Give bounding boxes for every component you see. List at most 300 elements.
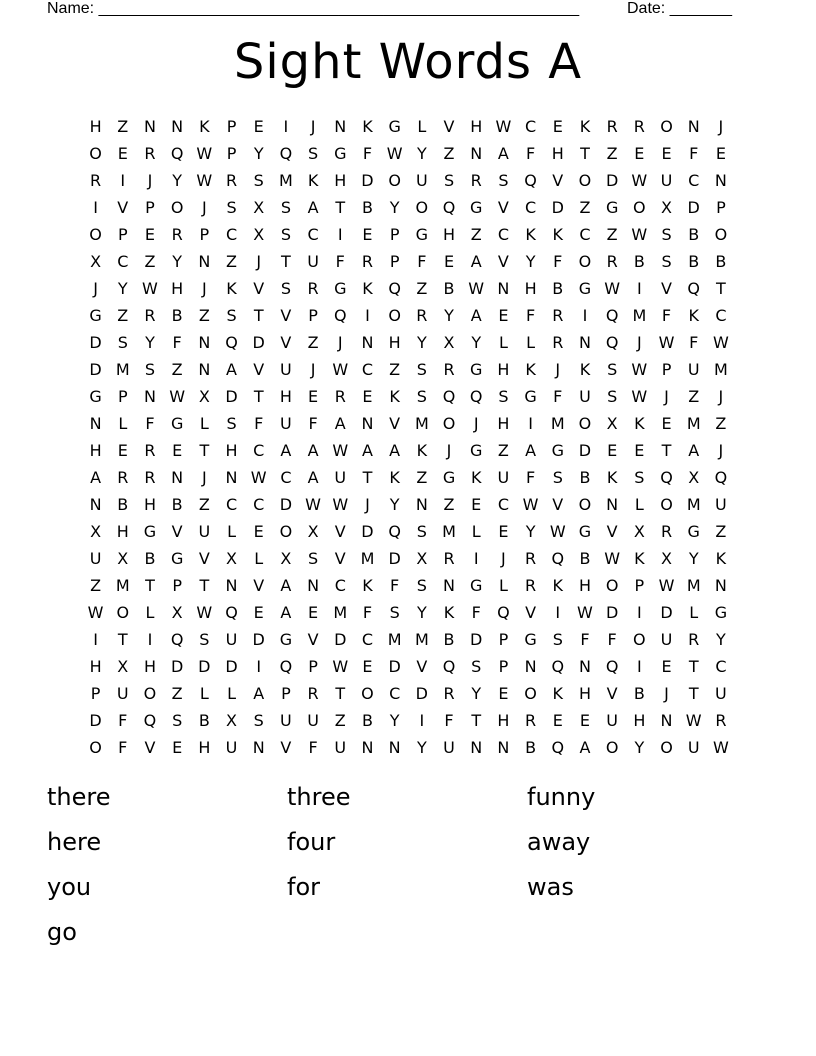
grid-letter: O	[89, 225, 102, 244]
grid-letter: P	[389, 225, 400, 244]
grid-letter: W	[631, 171, 648, 190]
grid-letter: F	[118, 711, 128, 730]
grid-letter: T	[688, 684, 699, 703]
grid-letter: M	[387, 630, 402, 649]
grid-letter: Z	[117, 117, 129, 136]
grid-letter: F	[525, 468, 536, 487]
grid-letter: G	[442, 468, 456, 487]
grid-letter: I	[636, 603, 642, 622]
grid-letter: U	[198, 522, 211, 541]
grid-letter: S	[117, 333, 128, 352]
grid-letter: J	[256, 252, 262, 271]
grid-row	[82, 140, 742, 167]
grid-letter: S	[280, 198, 291, 217]
grid-letter: X	[443, 333, 455, 352]
grid-letter: F	[689, 144, 699, 163]
grid-letter: P	[145, 198, 155, 217]
grid-letter: N	[470, 738, 483, 757]
grid-letter: V	[253, 576, 265, 595]
grid-letter: J	[310, 117, 316, 136]
grid-letter: H	[198, 738, 211, 757]
grid-letter: W	[196, 144, 213, 163]
grid-letter: V	[280, 738, 292, 757]
grid-letter: P	[199, 225, 210, 244]
grid-letter: W	[169, 387, 186, 406]
grid-letter: Z	[171, 360, 183, 379]
grid-letter: N	[388, 738, 401, 757]
grid-letter: O	[279, 522, 293, 541]
grid-letter: F	[172, 333, 182, 352]
grid-letter: T	[145, 576, 155, 595]
grid-letter: Z	[90, 576, 102, 595]
grid-letter: W	[658, 576, 675, 595]
grid-letter: U	[660, 630, 673, 649]
grid-letter: T	[688, 657, 699, 676]
grid-letter: Q	[551, 657, 565, 676]
grid-letter: S	[226, 198, 237, 217]
grid-letter: S	[661, 225, 672, 244]
grid-letter: R	[443, 549, 455, 568]
grid-letter: Y	[389, 495, 400, 514]
grid-letter: T	[117, 630, 128, 649]
grid-letter: F	[254, 414, 264, 433]
grid-letter: J	[718, 117, 724, 136]
grid-letter: F	[525, 306, 536, 325]
grid-letter: C	[253, 495, 265, 514]
grid-letter: M	[115, 576, 130, 595]
grid-letter: D	[89, 360, 102, 379]
grid-letter: A	[470, 252, 482, 271]
grid-letter: Q	[551, 549, 565, 568]
grid-letter: Q	[497, 603, 510, 622]
grid-letter: G	[170, 549, 184, 568]
grid-letter: H	[578, 576, 591, 595]
grid-letter: D	[361, 171, 374, 190]
grid-letter: T	[335, 684, 346, 703]
grid-letter: H	[388, 333, 401, 352]
grid-letter: C	[497, 495, 509, 514]
grid-letter: L	[145, 603, 155, 622]
grid-letter: F	[607, 630, 617, 649]
grid-letter: O	[578, 495, 592, 514]
grid-letter: B	[633, 252, 645, 271]
grid-letter: X	[253, 225, 265, 244]
grid-letter: H	[524, 279, 537, 298]
grid-letter: W	[577, 603, 593, 622]
grid-letter: Q	[333, 306, 347, 325]
grid-letter: V	[416, 657, 428, 676]
grid-row	[82, 464, 742, 491]
grid-letter: C	[497, 225, 509, 244]
grid-letter: Z	[389, 360, 401, 379]
grid-letter: E	[253, 117, 264, 136]
grid-letter: E	[607, 441, 618, 460]
grid-letter: N	[198, 333, 211, 352]
grid-letter: H	[171, 279, 184, 298]
grid-row	[82, 194, 742, 221]
grid-letter: S	[280, 225, 291, 244]
grid-letter: Q	[143, 711, 157, 730]
grid-letter: Z	[688, 387, 700, 406]
grid-letter: P	[661, 360, 672, 379]
grid-letter: L	[199, 684, 209, 703]
word-list-item: there	[47, 783, 111, 811]
grid-letter: V	[334, 549, 346, 568]
grid-letter: I	[555, 603, 561, 622]
grid-letter: Q	[551, 738, 565, 757]
grid-letter: L	[227, 522, 236, 541]
grid-letter: Z	[470, 225, 482, 244]
grid-letter: Q	[469, 387, 483, 406]
grid-letter: N	[225, 576, 238, 595]
grid-letter: H	[116, 522, 129, 541]
grid-letter: P	[172, 576, 182, 595]
grid-letter: G	[89, 306, 102, 325]
grid-letter: S	[389, 603, 400, 622]
grid-letter: U	[715, 684, 727, 703]
date-field[interactable]: Date: _______	[627, 0, 732, 17]
grid-letter: K	[389, 387, 400, 406]
grid-row	[82, 545, 742, 572]
grid-letter: K	[715, 549, 727, 568]
grid-letter: E	[498, 522, 509, 541]
grid-letter: D	[660, 603, 673, 622]
grid-letter: U	[116, 684, 129, 703]
grid-letter: E	[661, 144, 672, 163]
grid-letter: R	[171, 225, 183, 244]
grid-letter: V	[606, 522, 618, 541]
grid-letter: J	[201, 468, 207, 487]
grid-letter: F	[553, 252, 563, 271]
grid-letter: U	[225, 738, 238, 757]
grid-letter: H	[497, 711, 510, 730]
grid-row	[82, 653, 742, 680]
grid-letter: C	[389, 684, 401, 703]
grid-letter: R	[117, 468, 129, 487]
grid-letter: E	[308, 387, 319, 406]
grid-row	[82, 599, 742, 626]
grid-letter: T	[281, 252, 291, 271]
grid-letter: W	[522, 495, 539, 514]
grid-letter: N	[606, 495, 619, 514]
grid-letter: J	[201, 279, 207, 298]
grid-letter: A	[90, 468, 102, 487]
grid-letter: Q	[170, 144, 184, 163]
grid-letter: X	[90, 522, 102, 541]
grid-letter: Q	[225, 603, 238, 622]
grid-letter: R	[688, 630, 700, 649]
grid-letter: K	[552, 684, 564, 703]
grid-letter: Q	[714, 468, 728, 487]
grid-letter: S	[308, 144, 319, 163]
grid-letter: X	[661, 198, 673, 217]
grid-letter: R	[144, 468, 156, 487]
grid-letter: G	[415, 225, 429, 244]
grid-letter: U	[660, 171, 673, 190]
grid-letter: S	[471, 657, 482, 676]
grid-letter: B	[579, 468, 591, 487]
word-list-item: was	[527, 873, 574, 901]
grid-letter: W	[604, 279, 621, 298]
grid-letter: Z	[198, 495, 210, 514]
grid-letter: H	[578, 684, 591, 703]
grid-row	[82, 734, 742, 761]
grid-letter: U	[280, 414, 292, 433]
grid-letter: N	[714, 171, 727, 190]
grid-letter: R	[525, 576, 537, 595]
grid-letter: T	[580, 144, 590, 163]
grid-letter: U	[687, 738, 700, 757]
grid-letter: F	[308, 414, 318, 433]
grid-letter: V	[552, 171, 564, 190]
grid-letter: A	[280, 441, 292, 460]
grid-letter: H	[279, 387, 292, 406]
grid-letter: K	[416, 441, 428, 460]
grid-letter: I	[365, 306, 370, 325]
grid-letter: M	[333, 603, 348, 622]
grid-letter: S	[144, 360, 156, 379]
grid-letter: R	[307, 279, 319, 298]
grid-letter: W	[332, 495, 349, 514]
grid-letter: Y	[117, 279, 128, 298]
grid-row	[82, 113, 742, 140]
grid-letter: R	[144, 441, 156, 460]
grid-letter: V	[198, 549, 210, 568]
grid-letter: Y	[389, 198, 400, 217]
grid-letter: O	[578, 414, 592, 433]
grid-letter: C	[280, 468, 292, 487]
grid-letter: Q	[687, 279, 701, 298]
grid-letter: O	[524, 684, 537, 703]
grid-letter: H	[89, 441, 102, 460]
grid-letter: B	[171, 495, 183, 514]
grid-letter: K	[226, 279, 237, 298]
grid-letter: R	[144, 144, 156, 163]
grid-letter: D	[225, 657, 238, 676]
grid-letter: I	[337, 225, 343, 244]
grid-letter: D	[361, 522, 374, 541]
grid-letter: H	[633, 711, 646, 730]
grid-letter: O	[442, 414, 456, 433]
grid-letter: S	[661, 252, 672, 271]
grid-letter: N	[89, 495, 102, 514]
grid-letter: K	[552, 576, 564, 595]
grid-letter: R	[525, 711, 537, 730]
grid-letter: C	[225, 225, 238, 244]
grid-letter: I	[473, 549, 479, 568]
grid-letter: D	[605, 603, 619, 622]
grid-letter: M	[686, 495, 701, 514]
grid-letter: Z	[144, 252, 156, 271]
grid-letter: K	[634, 414, 645, 433]
grid-letter: V	[661, 279, 672, 298]
grid-letter: F	[308, 738, 318, 757]
grid-letter: O	[143, 684, 157, 703]
grid-letter: U	[307, 252, 319, 271]
grid-letter: N	[361, 738, 374, 757]
grid-letter: M	[686, 576, 701, 595]
grid-letter: B	[688, 252, 700, 271]
grid-letter: I	[582, 306, 588, 325]
grid-letter: J	[664, 684, 669, 703]
grid-letter: M	[550, 414, 565, 433]
grid-letter: C	[361, 360, 374, 379]
grid-letter: M	[714, 360, 728, 379]
grid-letter: T	[253, 387, 264, 406]
grid-letter: A	[226, 360, 237, 379]
grid-letter: D	[170, 657, 184, 676]
grid-letter: S	[443, 171, 455, 190]
grid-letter: X	[90, 252, 102, 271]
grid-letter: S	[172, 711, 183, 730]
word-search-grid	[82, 113, 742, 761]
grid-letter: J	[718, 441, 724, 460]
grid-letter: J	[446, 441, 452, 460]
grid-letter: Z	[334, 711, 346, 730]
grid-letter: K	[525, 225, 536, 244]
grid-letter: I	[636, 657, 642, 676]
grid-letter: F	[444, 711, 454, 730]
grid-letter: V	[497, 252, 509, 271]
grid-letter: O	[415, 198, 429, 217]
grid-row	[82, 329, 742, 356]
grid-letter: W	[386, 144, 403, 163]
grid-letter: U	[606, 711, 619, 730]
grid-letter: Y	[688, 549, 699, 568]
grid-letter: F	[362, 144, 373, 163]
grid-letter: F	[689, 333, 699, 352]
grid-letter: E	[634, 144, 645, 163]
grid-letter: R	[144, 306, 156, 325]
grid-letter: N	[334, 117, 347, 136]
grid-letter: F	[145, 414, 155, 433]
grid-letter: B	[633, 684, 645, 703]
grid-row	[82, 221, 742, 248]
grid-letter: R	[307, 684, 319, 703]
grid-letter: N	[524, 657, 537, 676]
grid-letter: W	[604, 549, 621, 568]
grid-letter: X	[226, 549, 238, 568]
grid-letter: O	[605, 576, 619, 595]
grid-letter: N	[497, 738, 510, 757]
grid-letter: K	[470, 468, 482, 487]
grid-letter: D	[198, 657, 211, 676]
grid-letter: W	[712, 333, 729, 352]
grid-letter: W	[250, 468, 267, 487]
grid-letter: G	[578, 522, 592, 541]
grid-letter: K	[688, 306, 699, 325]
grid-letter: K	[579, 117, 591, 136]
grid-letter: N	[578, 657, 591, 676]
grid-letter: T	[335, 198, 346, 217]
grid-letter: M	[360, 549, 375, 568]
grid-letter: Y	[172, 171, 183, 190]
grid-letter: J	[555, 360, 561, 379]
grid-letter: O	[633, 630, 646, 649]
grid-letter: O	[714, 225, 728, 244]
grid-letter: R	[416, 306, 428, 325]
grid-letter: V	[171, 522, 183, 541]
grid-letter: D	[225, 387, 238, 406]
grid-letter: F	[417, 252, 427, 271]
grid-letter: K	[362, 576, 373, 595]
grid-letter: F	[335, 252, 345, 271]
grid-letter: E	[552, 117, 563, 136]
grid-letter: O	[633, 198, 646, 217]
grid-letter: R	[606, 117, 618, 136]
grid-letter: Y	[172, 252, 183, 271]
grid-letter: B	[552, 279, 564, 298]
grid-letter: N	[252, 738, 265, 757]
grid-letter: N	[171, 468, 184, 487]
grid-letter: X	[416, 549, 428, 568]
grid-letter: X	[606, 414, 618, 433]
grid-letter: C	[361, 630, 374, 649]
grid-letter: W	[305, 495, 321, 514]
grid-letter: S	[498, 171, 509, 190]
grid-letter: V	[280, 306, 292, 325]
name-field[interactable]: Name: ______________________________________________________	[47, 0, 580, 17]
grid-letter: Z	[443, 144, 455, 163]
grid-letter: W	[631, 387, 648, 406]
grid-letter: O	[660, 495, 673, 514]
grid-row	[82, 680, 742, 707]
grid-letter: M	[279, 171, 293, 190]
grid-letter: Y	[444, 306, 454, 325]
grid-letter: Q	[524, 171, 537, 190]
grid-letter: Q	[605, 657, 619, 676]
grid-letter: N	[361, 333, 374, 352]
grid-letter: H	[89, 117, 102, 136]
grid-letter: D	[687, 198, 700, 217]
grid-row	[82, 302, 742, 329]
grid-letter: K	[634, 549, 645, 568]
grid-letter: U	[334, 468, 347, 487]
grid-letter: S	[226, 306, 237, 325]
grid-letter: F	[661, 306, 672, 325]
grid-letter: C	[715, 657, 727, 676]
grid-letter: B	[361, 198, 373, 217]
grid-letter: O	[89, 144, 102, 163]
grid-letter: C	[525, 117, 537, 136]
grid-letter: S	[607, 360, 618, 379]
grid-letter: H	[551, 144, 564, 163]
grid-letter: Z	[307, 333, 319, 352]
grid-row	[82, 167, 742, 194]
grid-letter: B	[198, 711, 210, 730]
grid-letter: O	[388, 306, 401, 325]
grid-letter: C	[334, 576, 346, 595]
grid-letter: U	[715, 495, 727, 514]
grid-letter: H	[225, 441, 238, 460]
grid-letter: H	[143, 657, 156, 676]
grid-letter: K	[552, 225, 564, 244]
grid-letter: Z	[416, 468, 428, 487]
grid-letter: Y	[471, 333, 482, 352]
grid-letter: Z	[606, 144, 618, 163]
grid-letter: U	[307, 711, 319, 730]
grid-letter: S	[416, 387, 427, 406]
grid-letter: G	[470, 441, 483, 460]
grid-letter: U	[334, 738, 347, 757]
grid-letter: V	[606, 684, 618, 703]
grid-letter: V	[334, 522, 346, 541]
grid-letter: B	[579, 549, 591, 568]
grid-letter: G	[551, 441, 564, 460]
grid-letter: P	[498, 657, 509, 676]
grid-letter: R	[525, 549, 537, 568]
grid-letter: K	[362, 117, 373, 136]
